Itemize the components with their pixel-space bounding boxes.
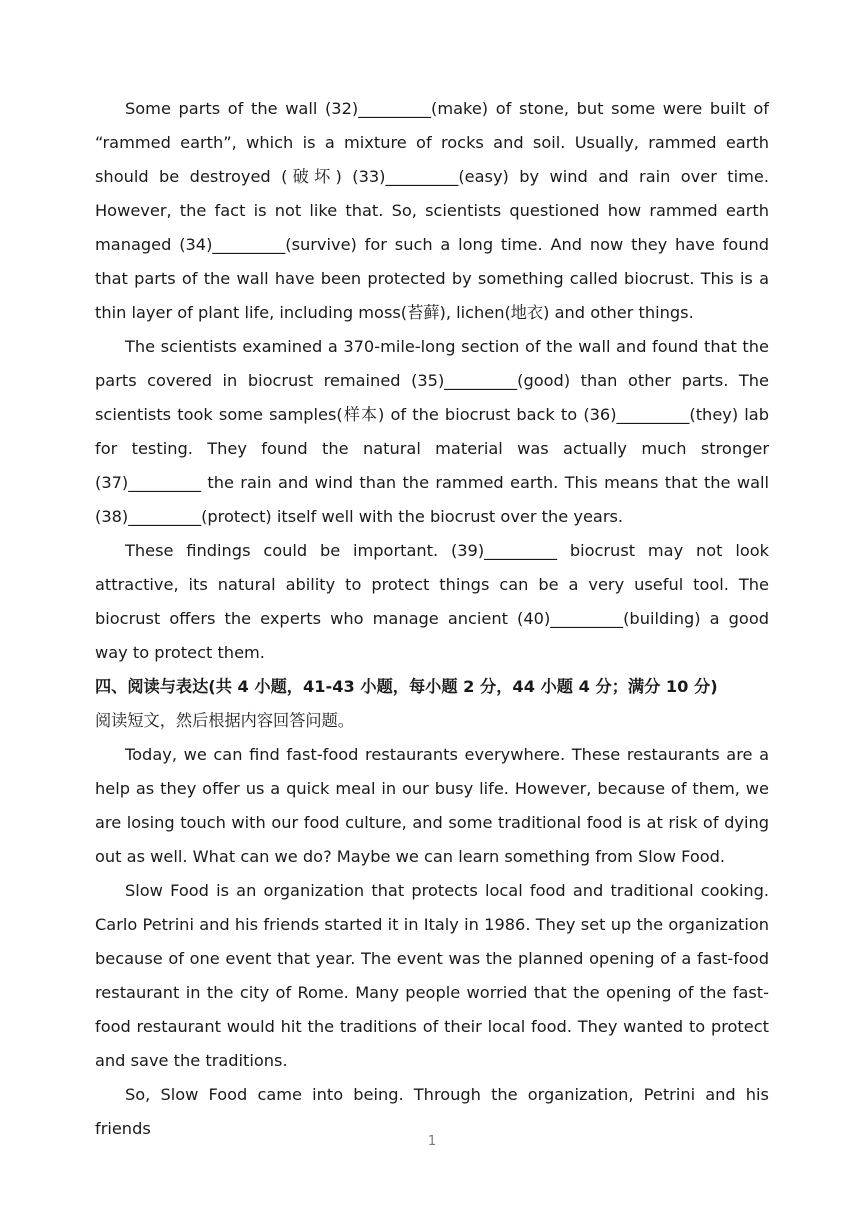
page-number: 1 <box>427 1134 437 1149</box>
reading-paragraph-1: Today, we can find fast-food restaurants everywhere. These restaurants are a help as they offer us a quick meal in our busy life. However, because of them, we are losing touch with our food culture, and some traditional food is at risk of dying out as well. What can we do? Maybe we can learn something from Slow Food. <box>95 745 769 866</box>
section-instruction: 阅读短文，然后根据内容回答问题。 <box>95 711 354 730</box>
section-heading: 四、阅读与表达(共 4 小题，41-43 小题，每小题 2 分，44 小题 4 分；满分 10 分) <box>95 677 718 696</box>
reading-paragraph-2: Slow Food is an organization that protects local food and traditional cooking. Carlo Petrini and his friends started it in Italy in 1986. They set up the organization because of one event that year. The event was the planned opening of a fast-food restaurant in the city of Rome. Many people worried that the opening of the fast-food restaurant would hit the traditions of their local food. They wanted to protect and save the traditions. <box>95 881 769 1070</box>
document-page <box>95 92 769 1146</box>
cloze-paragraph-2: The scientists examined a 370-mile-long section of the wall and found that the parts covered in biocrust remained (35)_________(good) than other parts. The scientists took some samples(样本) of the biocrust back to (36)_________(they) lab for testing. They found the natural material was actually much stronger (37)_________ the rain and wind than the rammed earth. This means that the wall (38)_________(protect) itself well with the biocrust over the years. <box>95 337 769 526</box>
cloze-paragraph-1: Some parts of the wall (32)_________(make) of stone, but some were built of “rammed earth”, which is a mixture of rocks and soil. Usually, rammed earth should be destroyed (破坏) (33)_________(easy) by wind and rain over time. However, the fact is not like that. So, scientists questioned how rammed earth managed (34)_________(survive) for such a long time. And now they have found that parts of the wall have been protected by something called biocrust. This is a thin layer of plant life, including moss(苔藓), lichen(地衣) and other things. <box>95 99 769 322</box>
cloze-paragraph-3: These findings could be important. (39)_________ biocrust may not look attractive, its natural ability to protect things can be a very useful tool. The biocrust offers the experts who manage ancient (40)_________(building) a good way to protect them. <box>95 541 769 662</box>
reading-paragraph-3: So, Slow Food came into being. Through the organization, Petrini and his friends <box>95 1085 769 1138</box>
